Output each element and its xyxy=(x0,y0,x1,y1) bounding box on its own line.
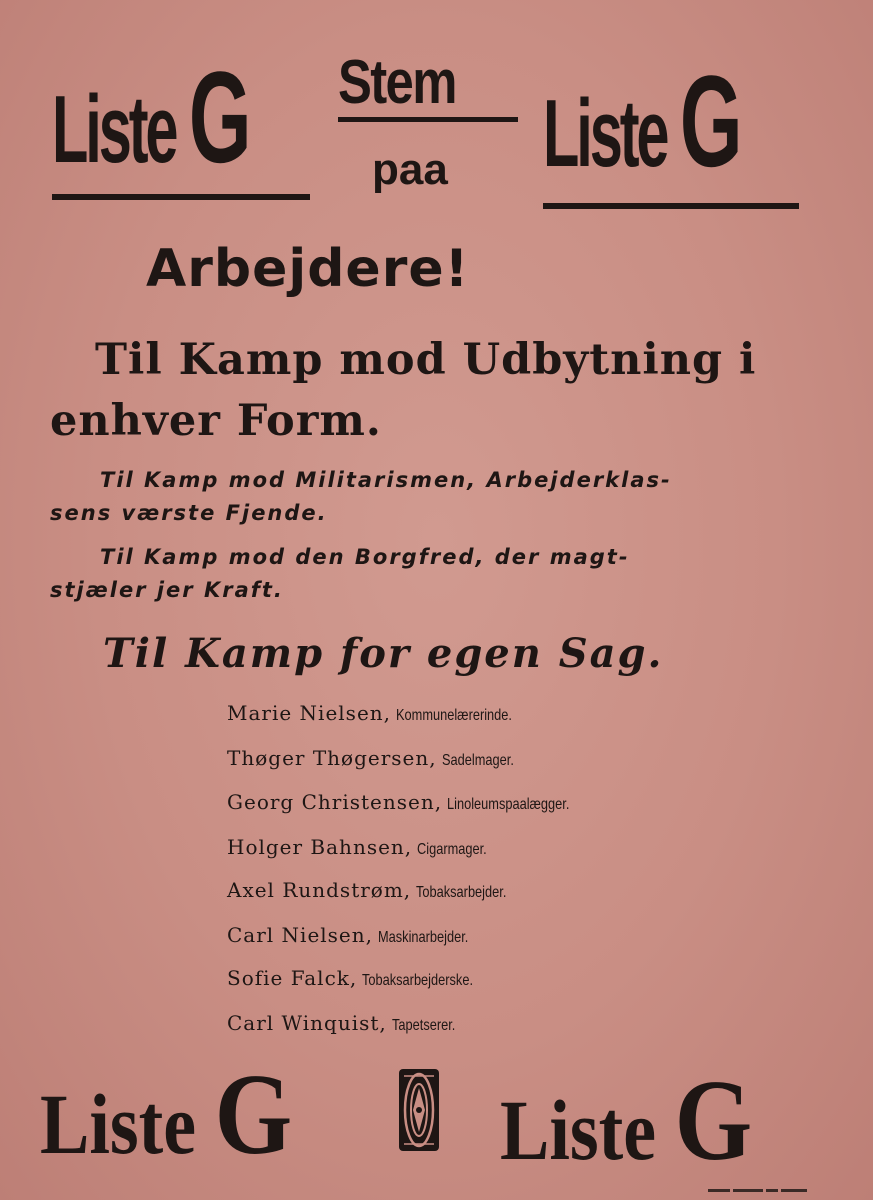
paa-word: paa xyxy=(372,145,448,194)
heading: Arbejdere! xyxy=(146,239,470,299)
slogan-2-line-2: stjæler jer Kraft. xyxy=(50,578,284,602)
candidate-name: Carl Winquist, xyxy=(227,1011,387,1035)
slogan-1-line-1: Til Kamp mod Militarismen, Arbejderklas- xyxy=(100,468,672,492)
liste-word: Liste xyxy=(543,80,680,187)
headline-line-1: Til Kamp mod Udbytning i xyxy=(95,335,757,385)
candidate-item xyxy=(227,748,532,769)
candidate-item xyxy=(227,1013,471,1034)
candidate-occupation: Cigarmager. xyxy=(417,841,487,858)
rallying-cry: Til Kamp for egen Sag. xyxy=(103,630,664,677)
candidate-name: Axel Rundstrøm, xyxy=(227,878,412,902)
liste-word: Liste xyxy=(52,76,189,183)
bottom-right-liste-g xyxy=(500,1057,753,1185)
candidate-item xyxy=(227,968,501,989)
top-right-underline xyxy=(543,203,799,209)
ornament-icon xyxy=(398,1068,440,1152)
stem-word: Stem xyxy=(338,48,456,117)
stem-underline xyxy=(338,117,518,122)
top-right-liste-g xyxy=(543,48,743,194)
candidate-occupation: Maskinarbejder. xyxy=(378,929,469,946)
candidate-name: Marie Nielsen, xyxy=(227,701,392,725)
candidate-occupation: Tobaksarbejderske. xyxy=(362,972,474,989)
liste-word: Liste xyxy=(40,1076,215,1172)
candidate-name: Georg Christensen, xyxy=(227,790,443,814)
slogan-1-line-2: sens værste Fjende. xyxy=(50,501,328,525)
slogan-2-line-1: Til Kamp mod den Borgfred, der magt- xyxy=(100,545,630,569)
candidate-occupation: Linoleumspaalægger. xyxy=(447,796,570,813)
liste-word: Liste xyxy=(500,1082,675,1178)
headline-line-2: enhver Form. xyxy=(50,396,382,446)
candidate-name: Sofie Falck, xyxy=(227,966,358,990)
candidate-item xyxy=(227,792,600,813)
list-letter: G xyxy=(679,48,743,194)
candidate-item xyxy=(227,925,491,946)
top-left-liste-g xyxy=(52,44,252,190)
top-left-underline xyxy=(52,194,310,200)
bottom-left-liste-g xyxy=(40,1051,293,1179)
printer-mark xyxy=(708,1188,818,1194)
candidate-name: Thøger Thøgersen, xyxy=(227,746,437,770)
candidate-occupation: Sadelmager. xyxy=(441,752,514,769)
candidate-item xyxy=(227,880,529,901)
candidate-occupation: Tapetserer. xyxy=(391,1017,456,1034)
list-letter: G xyxy=(188,44,252,190)
candidate-occupation: Kommunelærerinde. xyxy=(396,707,513,724)
candidate-name: Holger Bahnsen, xyxy=(227,835,413,859)
list-letter: G xyxy=(214,1051,293,1179)
candidate-item xyxy=(227,837,504,858)
candidate-item xyxy=(227,703,541,724)
candidate-name: Carl Nielsen, xyxy=(227,923,374,947)
candidate-occupation: Tobaksarbejder. xyxy=(416,884,507,901)
list-letter: G xyxy=(674,1057,753,1185)
